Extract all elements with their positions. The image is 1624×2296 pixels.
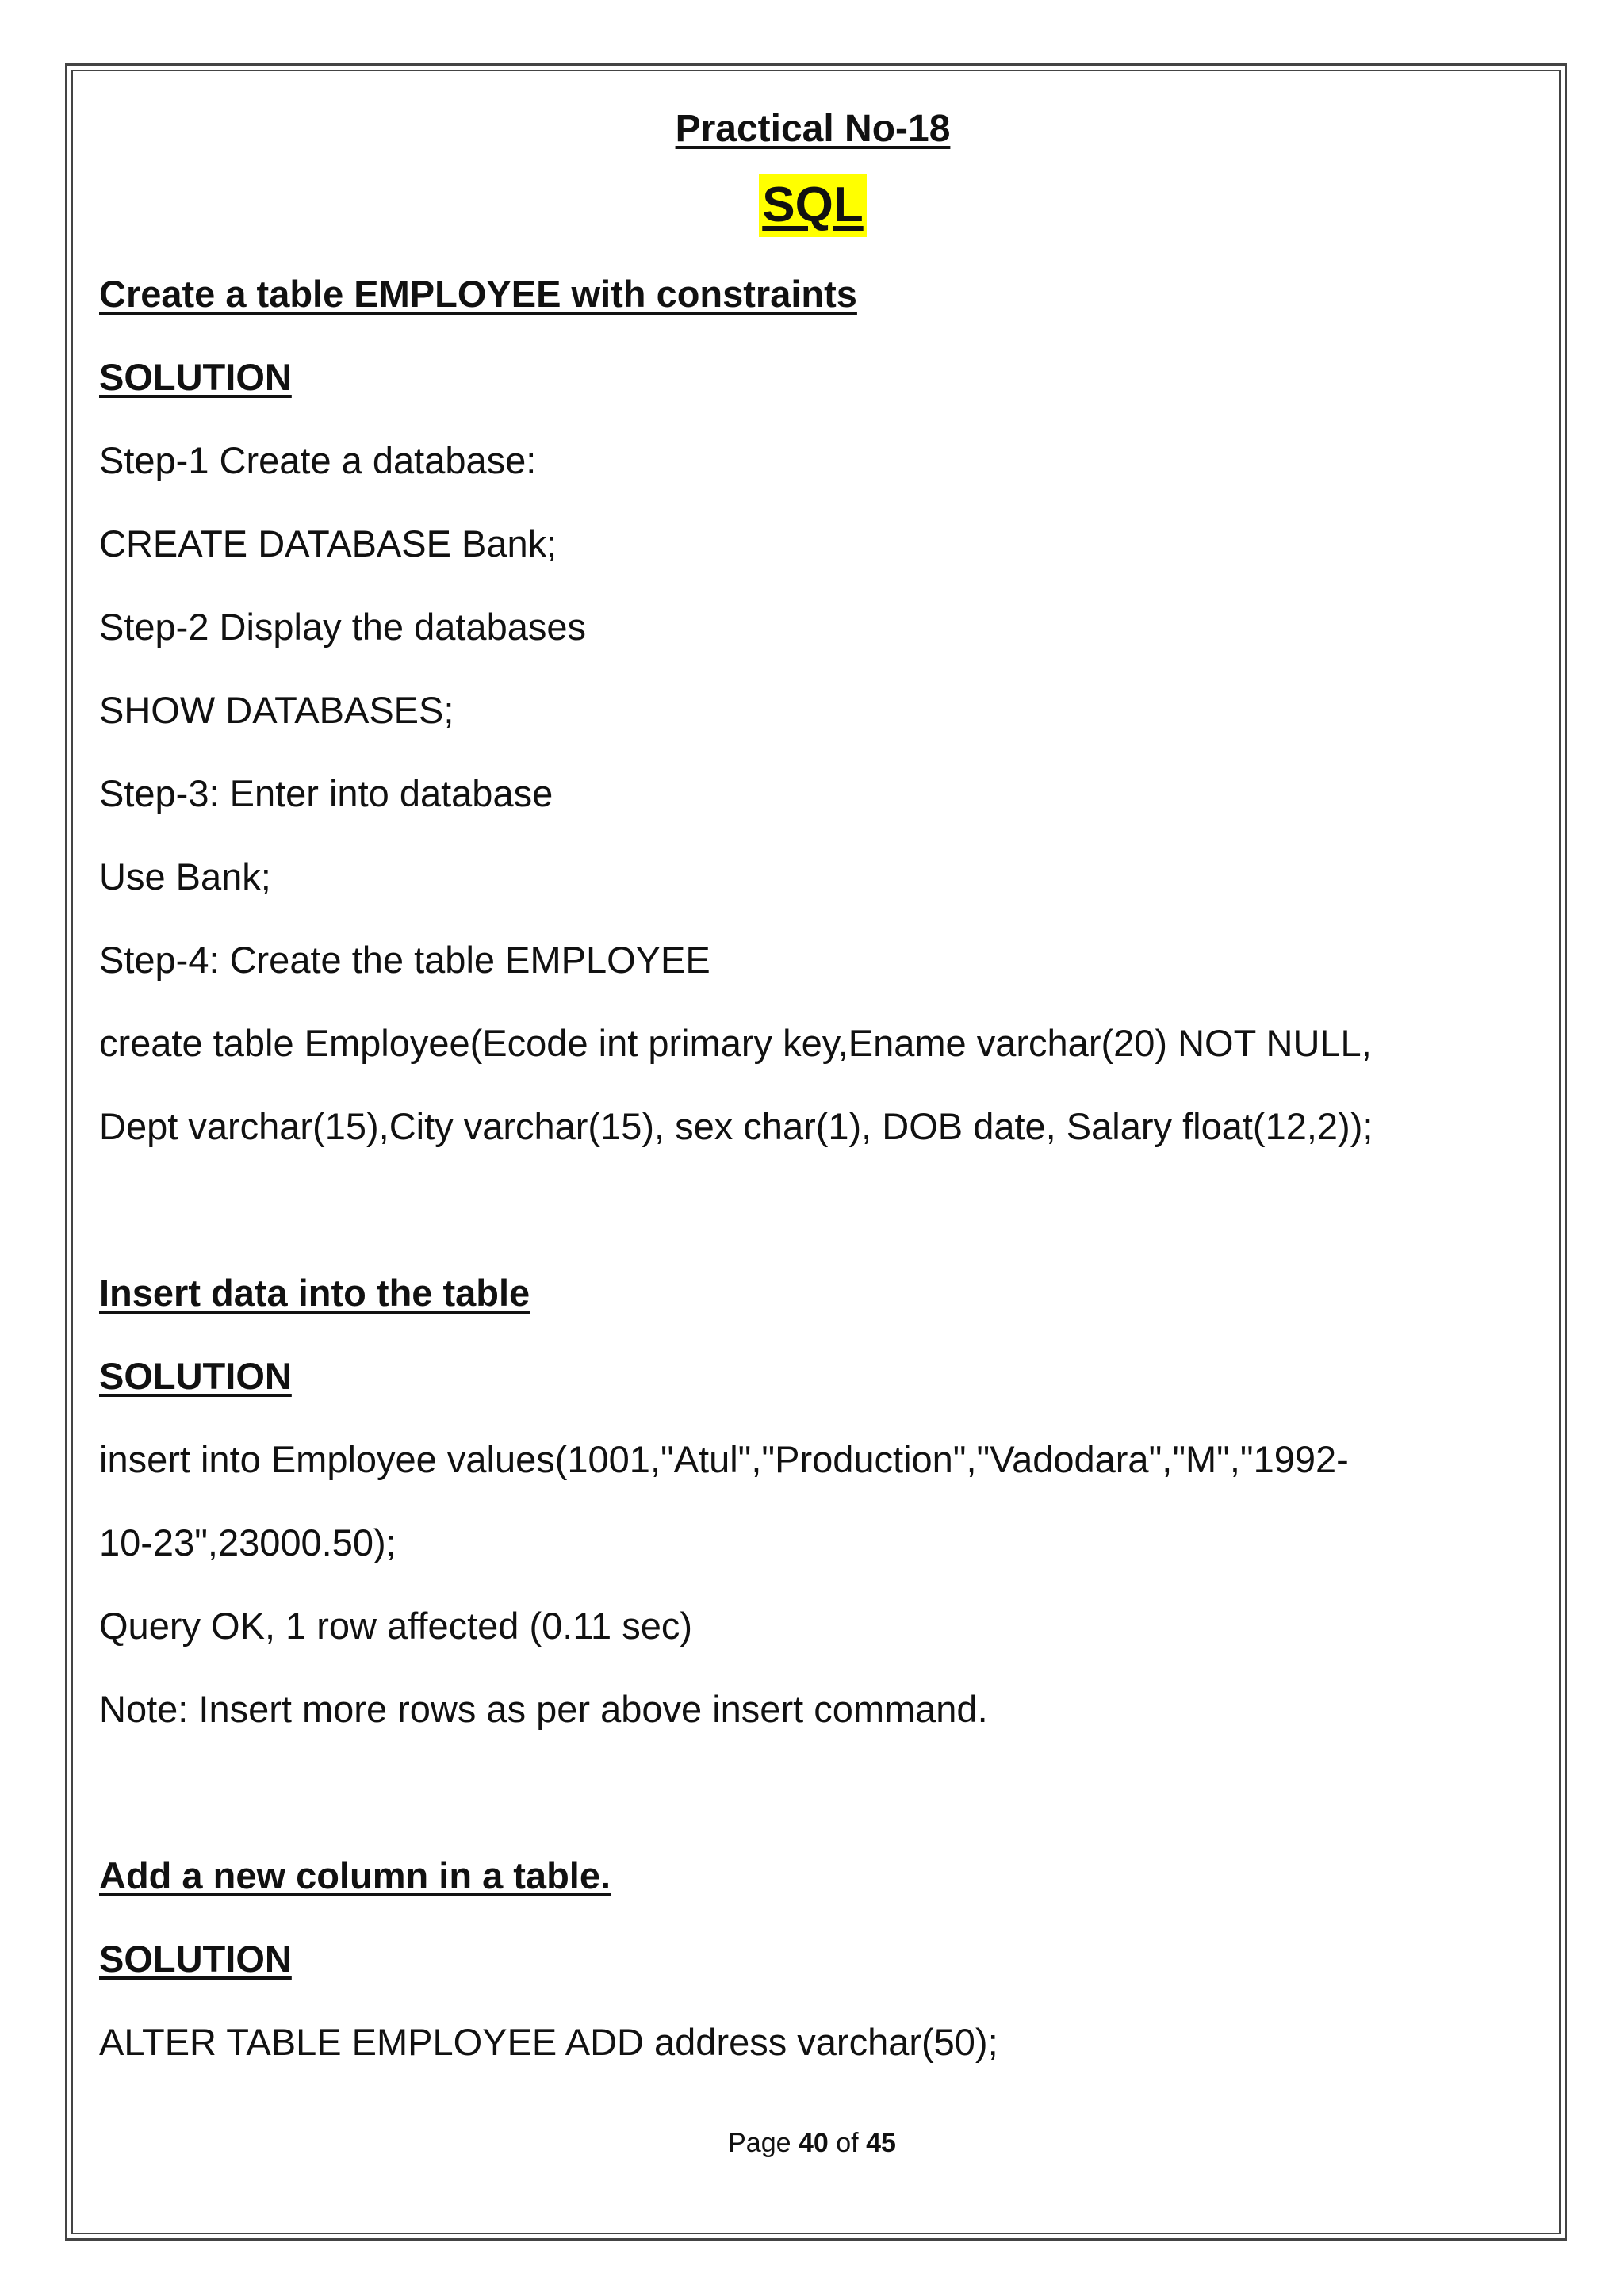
code-line: 10-23",23000.50); xyxy=(99,1521,396,1563)
code-line: Dept varchar(15),City varchar(15), sex char(1), DOB date, Salary float(12,2)); xyxy=(99,1105,1373,1147)
total-pages-number: 45 xyxy=(866,2128,896,2158)
code-line: ALTER TABLE EMPLOYEE ADD address varchar(50); xyxy=(99,2021,998,2063)
output-line: Query OK, 1 row affected (0.11 sec) xyxy=(99,1605,692,1647)
section-1-solution-label: SOLUTION xyxy=(99,356,292,398)
subject-title-row xyxy=(99,159,1526,252)
text-line: Step-1 Create a database: xyxy=(99,439,537,481)
code-line: insert into Employee values(1001,"Atul","Production","Vadodara","M","1992- xyxy=(99,1438,1349,1480)
section-2-heading: Insert data into the table xyxy=(99,1272,530,1314)
practical-title: Practical No-18 xyxy=(675,108,951,150)
section-3-solution-label: SOLUTION xyxy=(99,1938,292,1980)
text-line: Step-2 Display the databases xyxy=(99,606,586,648)
code-line: CREATE DATABASE Bank; xyxy=(99,522,557,564)
code-line: SHOW DATABASES; xyxy=(99,689,454,731)
page-number-footer xyxy=(0,2127,1624,2159)
note-line: Note: Insert more rows as per above insert command. xyxy=(99,1688,988,1730)
section-3-heading: Add a new column in a table. xyxy=(99,1854,611,1896)
current-page-number: 40 xyxy=(798,2128,829,2158)
text-line: Step-3: Enter into database xyxy=(99,772,553,814)
section-2-solution-label: SOLUTION xyxy=(99,1355,292,1397)
document-body xyxy=(99,100,1526,2084)
of-word: of xyxy=(836,2128,859,2158)
spacer xyxy=(99,1168,1526,1251)
text-line: Step-4: Create the table EMPLOYEE xyxy=(99,939,710,981)
spacer xyxy=(99,1751,1526,1834)
code-line: create table Employee(Ecode int primary key,Ename varchar(20) NOT NULL, xyxy=(99,1022,1372,1064)
subject-title: SQL xyxy=(759,174,866,237)
code-line: Use Bank; xyxy=(99,855,271,897)
page-word: Page xyxy=(728,2128,791,2158)
section-1-heading: Create a table EMPLOYEE with constraints xyxy=(99,273,857,315)
